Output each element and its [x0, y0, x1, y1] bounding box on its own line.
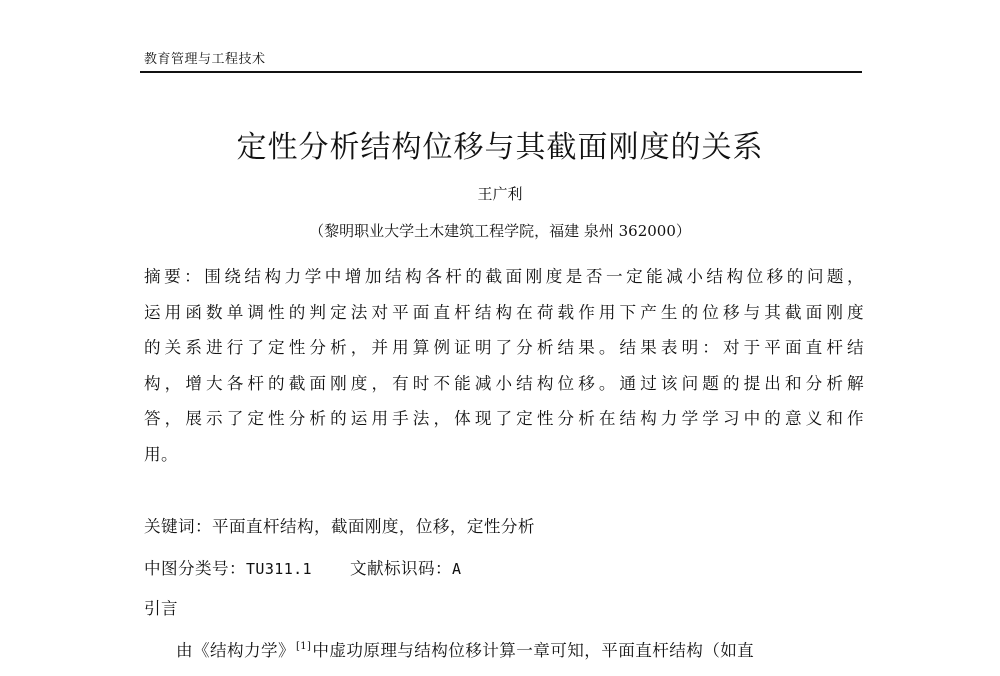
- body-paragraph: [176, 637, 864, 661]
- abstract-line: 的关系进行了定性分析，并用算例证明了分析结果。结果表明：对于平面直杆结: [144, 338, 864, 358]
- abstract: [144, 259, 864, 473]
- citation-reference[interactable]: [1]: [295, 641, 312, 652]
- clc-label: 中图分类号：: [144, 559, 246, 578]
- abstract-text: 围绕结构力学中增加结构各杆的截面刚度是否一定能减小结构位移的问题，: [204, 267, 865, 286]
- header-rule-divider: [140, 71, 862, 73]
- abstract-line: [144, 259, 864, 295]
- running-header: 教育管理与工程技术: [144, 52, 266, 67]
- abstract-line: 运用函数单调性的判定法对平面直杆结构在荷载作用下产生的位移与其截面刚度: [144, 302, 864, 322]
- doc-code-label: 文献标识码：: [349, 559, 452, 578]
- keywords-label: 关键词：: [144, 517, 212, 536]
- abstract-line: 构，增大各杆的截面刚度，有时不能减小结构位移。通过该问题的提出和分析解: [144, 373, 864, 393]
- abstract-line: 用。: [144, 444, 178, 464]
- author-affiliation: （黎明职业大学土木建筑工程学院，福建 泉州 362000）: [309, 222, 691, 240]
- keywords: [144, 513, 535, 537]
- paper-title: 定性分析结构位移与其截面刚度的关系: [236, 130, 764, 165]
- clc-code: TU311.1: [245, 560, 312, 578]
- author-name: 王广利: [477, 185, 523, 203]
- classification-line: [144, 555, 461, 579]
- body-text: 中虚功原理与结构位移计算一章可知，平面直杆结构（如直: [312, 641, 755, 660]
- body-text: 由《结构力学》: [176, 641, 295, 660]
- abstract-label: 摘要：: [144, 267, 205, 286]
- section-heading-introduction: 引言: [144, 599, 178, 618]
- keywords-text: 平面直杆结构，截面刚度，位移，定性分析: [211, 517, 535, 536]
- doc-code: A: [451, 560, 462, 578]
- abstract-line: 答，展示了定性分析的运用手法，体现了定性分析在结构力学学习中的意义和作: [144, 409, 864, 429]
